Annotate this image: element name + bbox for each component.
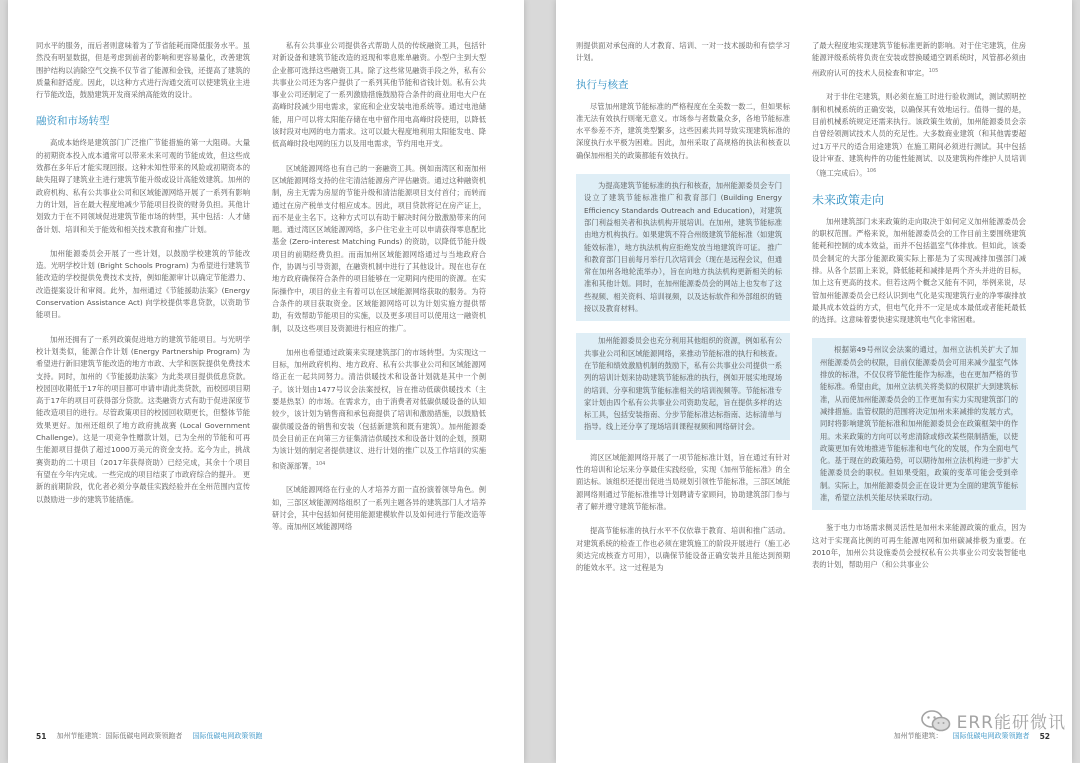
- body-paragraph: [576, 525, 790, 574]
- paragraph-text: 鉴于电力市场需求侧灵活性是加州未来能源政策的重点，因为这对于实现高比例的可再生能源电网和加州碳减排极为重要。在2010年，加州公共设施委员会授权私有公共事业公司安装智能电表的计划，帮助用户（和公共事业公: [812, 523, 1026, 570]
- left-page-column-1: [36, 40, 250, 712]
- body-paragraph: [36, 334, 250, 506]
- paragraph-text: 为提高建筑节能标准的执行和核查，加州能源委员会专门设立了建筑节能标准推广和教育部门 (Building Energy Efficiency Standards Outreach and Education)，对建筑部门利益相关者和执法机构开展培训。在加州，建筑节能标准由地方机构执行。如果建筑不符合州级建筑节能标准（如建筑能效标准），地方执法机构应拒绝发放当地建筑许可证。 推广和教育部门目前每月举行几次培训会（现在是远程会议，但通常在加州各地轮流举办），旨在向地方执法机构更新相关的标准和其他计划。同时，在加州能源委员会的网站上也发布了这些视频、相关资料、培训视频，以及达标软件和外部组织的链接以及教育材料。: [584, 181, 782, 314]
- body-paragraph: [272, 347, 486, 472]
- paragraph-text: 加州也希望通过政策来实现建筑部门的市场转型。为实现这一目标，加州政府机构、地方政府、私有公共事业公司和区域能源网络正在一起共同努力。清洁供暖技术和设备计划就是其中一个例子。该计划由1477号议会法案授权，旨在推动低碳供暖技术（主要是热泵）的市场。在需求方，由于消费者对低碳供暖设备的认知较少，该计划为销售商和承包商提供了培训和激励措施，以鼓励低碳供暖设备的销售和安装（包括新建筑和既有建筑）。加州能源委员会目前正在向第三方征集清洁供暖技术和设备计划的企划，预期为该计划的制定者提供建议、进行计划的推广以及工作培训的实施和资源部署。: [272, 347, 486, 470]
- section-title: 国际低碳电网政策领跑: [192, 732, 263, 740]
- paragraph-text: 尽管加州建筑节能标准的严格程度在全美数一数二，但如果标准无法有效执行则毫无意义。市场参与者数量众多，各地节能标准水平参差不齐，建筑类型繁多，这些因素共同导致实现建筑标准的深度执行水平极为困难。因此，加州采取了高规格的执法和核查以确保加州相关的政策都能有效执行。: [576, 101, 790, 160]
- body-paragraph: [576, 101, 790, 162]
- footnote-marker: 105: [928, 67, 939, 74]
- paragraph-text: 同水平的服务，而后者则意味着为了节省能耗而降低服务水平。虽然没有明显数据，但是考虑到前者的影响和更容易量化，改善建筑围护结构以消除空气交换不仅节省了能源和金钱，还提高了建筑的质量和舒适度。因此，以这种方式进行沟通交流可以使建筑业主进行节能改造，鼓励建筑开发商采纳高能效的设计。: [36, 41, 250, 100]
- paragraph-text: 加州建筑部门未来政策的走向取决于如何定义加州能源委员会的职权范围。严格来说，加州能源委员会的工作目前主要围绕建筑能耗和控制的成本效益，而并不包括温室气体排放。但如此，该委员会制定的大部分能源政策实际上都是为了实现减排加强部门减排。从各个层面上来说，降低能耗和减排是两个齐头并进的目标，加上这有更高的技术。但若这两个概念又能有不同，举例来说，尽管加州能源委员会已经认识到电气化是实现建筑行业的净零碳排放最具成本效益的方式，但电气化并不一定是成本最低或者能耗最低的选择。这意味着要快速实现建筑电气化非常困难。: [812, 216, 1026, 325]
- section-title: 国际低碳电网政策领跑者: [952, 732, 1030, 740]
- paragraph-text: 加州还拥有了一系列政策促进地方的建筑节能项目。与光明学校计划类似，能源合作计划 (Energy Partnership Program) 为希望进行新旧建筑节能改造的地方市政、大学和医院提供免费技术支持。同时，加州的《节能援助法案》为此类项目提供低息贷款。校园回收期低于17年的项目都可申请申请此类贷款，而校园项目期高于17年的项目可获得部分贷款。这类融资方式有助于促进深度节能改造项目的进行。尽管政策项目的校园回收期更长，但整体节能效果更好。加州还组织了地方政府挑战赛 (Local Government Challenge)。这是一项竞争性赠款计划，已为全州的节能和可再生能源项目提供了超过1000万美元的资金支持。迄今为止，挑战赛资助的二十项目（2017年获得资助）已经完成，其余十个项目有望在今年内完成。一些完成的项目结束了市政府综合的提升。 更新的前期阶段，优化者必须分享最佳实践经验并在全州范围内宣传以鼓励进一步的建筑节能措施。: [36, 334, 250, 504]
- paragraph-text: 区域能源网络在行业的人才培养方面一直扮演着领导角色。例如，三部区域能源网络组织了一系列主题各异的建筑部门人才培养研讨会，其中包括如何使用能源建模软件以及如何进行节能改造等等。南加州区域能源网络: [272, 485, 486, 532]
- body-paragraph: [812, 216, 1026, 327]
- watermark-label: ERR能研微讯: [956, 713, 1066, 733]
- left-page: [8, 0, 524, 763]
- page-number: 52: [1039, 731, 1050, 741]
- paragraph-text: 提高节能标准的执行水平不仅依靠于教育、培训和推广活动。对建筑系统的检查工作也必须在建筑施工的阶段开展进行（施工必须达完成核查方可用），以确保节能设备正确安装并且能达到预期的能效水平。这一过程是为: [576, 526, 790, 573]
- series-title: 加州节能建筑：国际低碳电网政策领跑者: [56, 732, 183, 740]
- body-paragraph: [812, 338, 1026, 510]
- footnote-marker: 106: [866, 168, 877, 175]
- body-paragraph: [576, 452, 790, 513]
- body-paragraph: [36, 248, 250, 322]
- paragraph-text: 加州能源委员会也充分利用其他组织的资源，例如私有公共事业公司和区域能源网络，来推动节能标准的执行和核查。在节能和绩效激励机制的鼓励下，私有公共事业公司提供一系列的培训计划来协助建筑节能标准的执行，例如开展实地现场的培训、分享和建筑节能标准相关的培训视频等。节能标准专家计划由四个私有公共事业公司资助发起，旨在提供多样的达标工具，包括安装指南、分步节能标准达标指南、达标清单与指导。线上还分享了现场培训课程视频和网络研讨会。: [584, 336, 782, 432]
- left-page-footer: [36, 731, 262, 741]
- paragraph-text: 私有公共事业公司提供各式帮助人员的传统融资工具，包括针对新设备和建筑节能改造的返现和零息账单融资。小型户主到大型企业都可选择这些融资工具。除了这些常见融资手段之外，私有公共事业公司还为客户提供了一系列其他节能和省钱计划。私有公共事业公司还制定了一系列激励措施鼓励符合条件的商业用电大户在高峰时段减少用电需求，家庭和企业安装电池系统等。通过电池储能，用户可以将太阳能存储在电中留作用电高峰时段使用，以降低该时段对电网的电力需求。这可以最大程度地利用太阳能发电、降低高峰时段电网的压力以及用电需求，节约用电开支。: [272, 41, 486, 149]
- wechat-icon: [921, 709, 951, 733]
- paragraph-text: 湾区区域能源网络开展了一项节能标准计划，旨在通过有针对性的培训和论坛来分享最佳实践经验，实现《加州节能标准》的全面达标。该组织还提出促进当局规划引领性节能标准，三部区域能源网络则通过节能标准推导计划聘请专家顾问，协助建筑部门参与者了解并遵守建筑节能标准。: [576, 452, 790, 511]
- page-number: 51: [36, 731, 47, 741]
- paragraph-text: 则提供面对承包商的人才教育、培训、一对一技术援助和有偿学习计划。: [576, 41, 790, 63]
- body-paragraph: [272, 40, 486, 151]
- paragraph-text: 高成本始终是建筑部门广泛推广节能措施的第一大阻碍。大量的初期资本投入成本通常可以带来未来可观的节能成效，但这些成效都在多年后才能实现回报。这种未知性带来的风险或初期资本的缺失阻碍了建筑业主进行建筑节能升级或设计高能效建筑。加州的政府机构、私有公共事业公司和区域能源网络开展了一系列有影响力的计划，旨在最大程度地减少节能项目投资的财务负担。其他计划致力于在不同领域促进建筑节能市场的转型，其中包括：人才储备计划、培训和关于能效和相关技术教育和推广计划。: [36, 138, 250, 234]
- body-paragraph: [272, 163, 486, 335]
- paragraph-text: 区域能源网络也有自己的一套融资工具。例如南湾区和南加州区域能源网络支持的住宅清洁能源房产评估融资。通过这种融资机制，房主无需为房屋的节能升级和清洁能源项目支付首付；而转而通过在房产税单支付相应成本。因此，项目贷款将记在房产证上，而不是业主名下。这种方式可以有助于解决时间分散激励带来的问题。通过湾区区域能源网络，多户住宅业主可以申请获得零息配比基金 (Zero-interest Matching Funds) 的资助，以降低节能升级项目的前期经费负担。而南加州区域能源网络通过与当地政府合作，协调与引导资源，在融资机制中进行了其他设计。现在也存在地方政府确保符合条件的项目能够在一定期间内使用的资源。在实际操作中，项目的业主有着可以在区域能源网络获取的服务。为符合条件的项目获取资金。区域能源网络可以为计划实施方提供帮助，有效帮助节能项目的实施，以及更多项目可以使用这一融资机制，以及这些项目及资源进行相应的推广。: [272, 163, 486, 333]
- body-paragraph: [36, 40, 250, 101]
- body-paragraph: [576, 333, 790, 439]
- section-heading: 未来政策走向: [812, 192, 885, 207]
- body-paragraph: [272, 484, 486, 533]
- body-paragraph: [576, 40, 790, 65]
- footnote-marker: 104: [315, 460, 326, 467]
- section-heading: 融资和市场转型: [36, 115, 110, 128]
- paragraph-text: 根据第49号州议会法案的通过，加州立法机关扩大了加州能源委员会的权限，目前仅能源委员会可用来减少温室气体排放的标准，不仅仅将节能性能作为标准，也在更加严格的节能标准。希望由此，加州立法机关将类似的权限扩大到建筑标准，从而使加州能源委员会的工作更加有实力实现建筑部门的减排措施。监管权限的范围将决定加州未来减排的发展方式，同时将影响建筑节能标准和加州能源委员会在政策框架中的作用。未来政策的方向可以考虑清除或修改某些限制措施，以使政策更加有效地推进节能标准和电气化的发展，作为全面电气化。基于现在的政策趋势，可以期待加州立法机构进一步扩大能源委员会的职权。但如果受阻，政策的变革可能会受到牵制。实际上，加州能源委员会正在设计更为全面的建筑节能标准，希望立法机关能尽快采取行动。: [820, 345, 1018, 503]
- right-page-column-2: [812, 40, 1026, 712]
- paragraph-text: 了最大程度地实现建筑节能标准更新的影响。对于住宅建筑，住房能源评级系统将负责在安装或替换暖通空调系统时，风管都必须由州政府认可的技术人员检查和审定。: [812, 41, 1026, 78]
- body-paragraph: [812, 40, 1026, 79]
- series-title: 加州节能建筑：: [893, 732, 943, 740]
- section-heading: 执行与核查: [576, 78, 629, 91]
- body-paragraph: [812, 91, 1026, 180]
- right-page: [556, 0, 1072, 763]
- body-paragraph: [576, 174, 790, 321]
- right-page-column-1: [576, 40, 790, 712]
- body-paragraph: [36, 137, 250, 235]
- body-paragraph: [812, 522, 1026, 571]
- paragraph-text: 加州能源委员会开展了一些计划，以鼓励学校建筑的节能改造。光明学校计划 (Bright Schools Program) 为希望进行建筑节能改造的学校提供免费技术支持，例如能源审计以确定节能潜力、改造提案设计和审阅。此外，加州通过《节能援助法案》(Energy Conservation Assistance Act) 向学校提供零息贷款，以资助节能项目。: [36, 248, 250, 320]
- watermark: [921, 708, 1066, 733]
- paragraph-text: 对于非住宅建筑，则必须在施工时进行验收测试，测试照明控制和机械系统的正确安装，以确保其有效地运行。值得一提的是，目前机械系统规定还需来执行。该政策生效前，加州能源委员会亲自曾经领测试技术人员的充足性。大多数商业建筑（和其他需要超过1万平尺的适合用途建筑）在施工期间必须进行测试。其中包括设计审查、建筑构件的功能性能测试、以及建筑构件维护人员培训（施工完成后）。: [812, 92, 1026, 178]
- left-page-column-2: [272, 40, 486, 712]
